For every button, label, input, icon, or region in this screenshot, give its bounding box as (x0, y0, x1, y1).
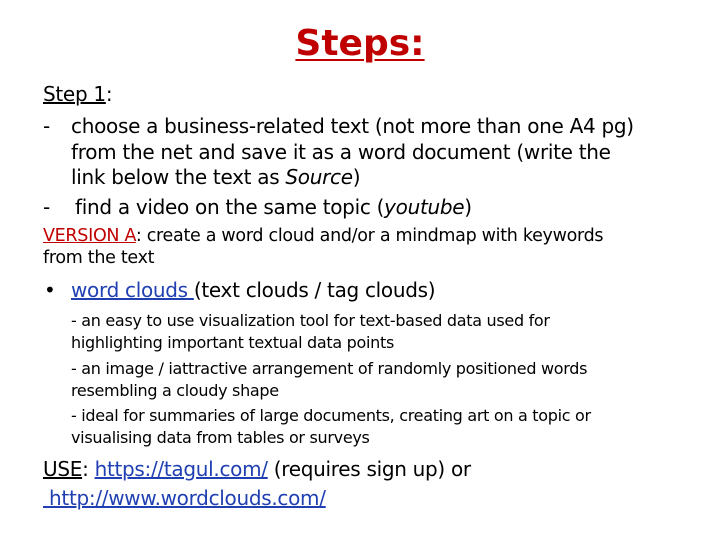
bullet-dot: • (44, 278, 56, 302)
sub3-line1: - ideal for summaries of large documents, creating art on a topic or (71, 406, 591, 425)
page-title: Steps: (295, 23, 425, 64)
step1-dash-2: - (43, 195, 50, 219)
word-clouds-aliases: (text clouds / tag clouds) (193, 278, 436, 302)
step1-item1-line3 (71, 167, 360, 187)
step1-item2-text: find a video on the same topic ( (75, 195, 385, 219)
use-line (43, 459, 471, 479)
word-clouds-link[interactable]: word clouds (71, 278, 194, 302)
youtube-emphasis: youtube (384, 195, 465, 219)
use-label: USE (43, 457, 83, 481)
use-colon: : (82, 457, 95, 481)
sub3-line2: visualising data from tables or surveys (71, 428, 370, 447)
sub2-line2: resembling a cloudy shape (71, 381, 279, 400)
step1-item1-line2: from the net and save it as a word document (write the (71, 140, 611, 164)
step1-item1-line3-close: ) (352, 165, 361, 189)
version-text: : create a word cloud and/or a mindmap with keywords (135, 226, 604, 246)
tagul-link[interactable]: https://tagul.com/ (94, 457, 268, 481)
sub2-line1: - an image / iattractive arrangement of randomly positioned words (71, 359, 588, 378)
step1-label: Step 1 (43, 82, 106, 106)
step1-dash-1: - (43, 114, 50, 138)
version-line1 (43, 228, 603, 246)
version-line2: from the text (43, 248, 155, 268)
step1-heading (43, 84, 112, 104)
word-clouds-line (71, 280, 435, 300)
step1-colon: : (105, 82, 113, 106)
sub1-line1: - an easy to use visualization tool for text-based data used for (71, 311, 550, 330)
use-note: (requires sign up) or (267, 457, 471, 481)
step1-item2 (75, 197, 472, 217)
step1-item1-line1: choose a business-related text (not more than one A4 pg) (71, 114, 634, 138)
step1-item2-close: ) (464, 195, 472, 219)
wordclouds-line (43, 488, 326, 508)
source-emphasis: Source (285, 165, 353, 189)
step1-item1-line3-text: link below the text as (71, 165, 286, 189)
version-label: VERSION A (43, 226, 136, 246)
sub1-line2: highlighting important textual data points (71, 333, 395, 352)
wordclouds-link[interactable]: http://www.wordclouds.com/ (43, 486, 326, 510)
